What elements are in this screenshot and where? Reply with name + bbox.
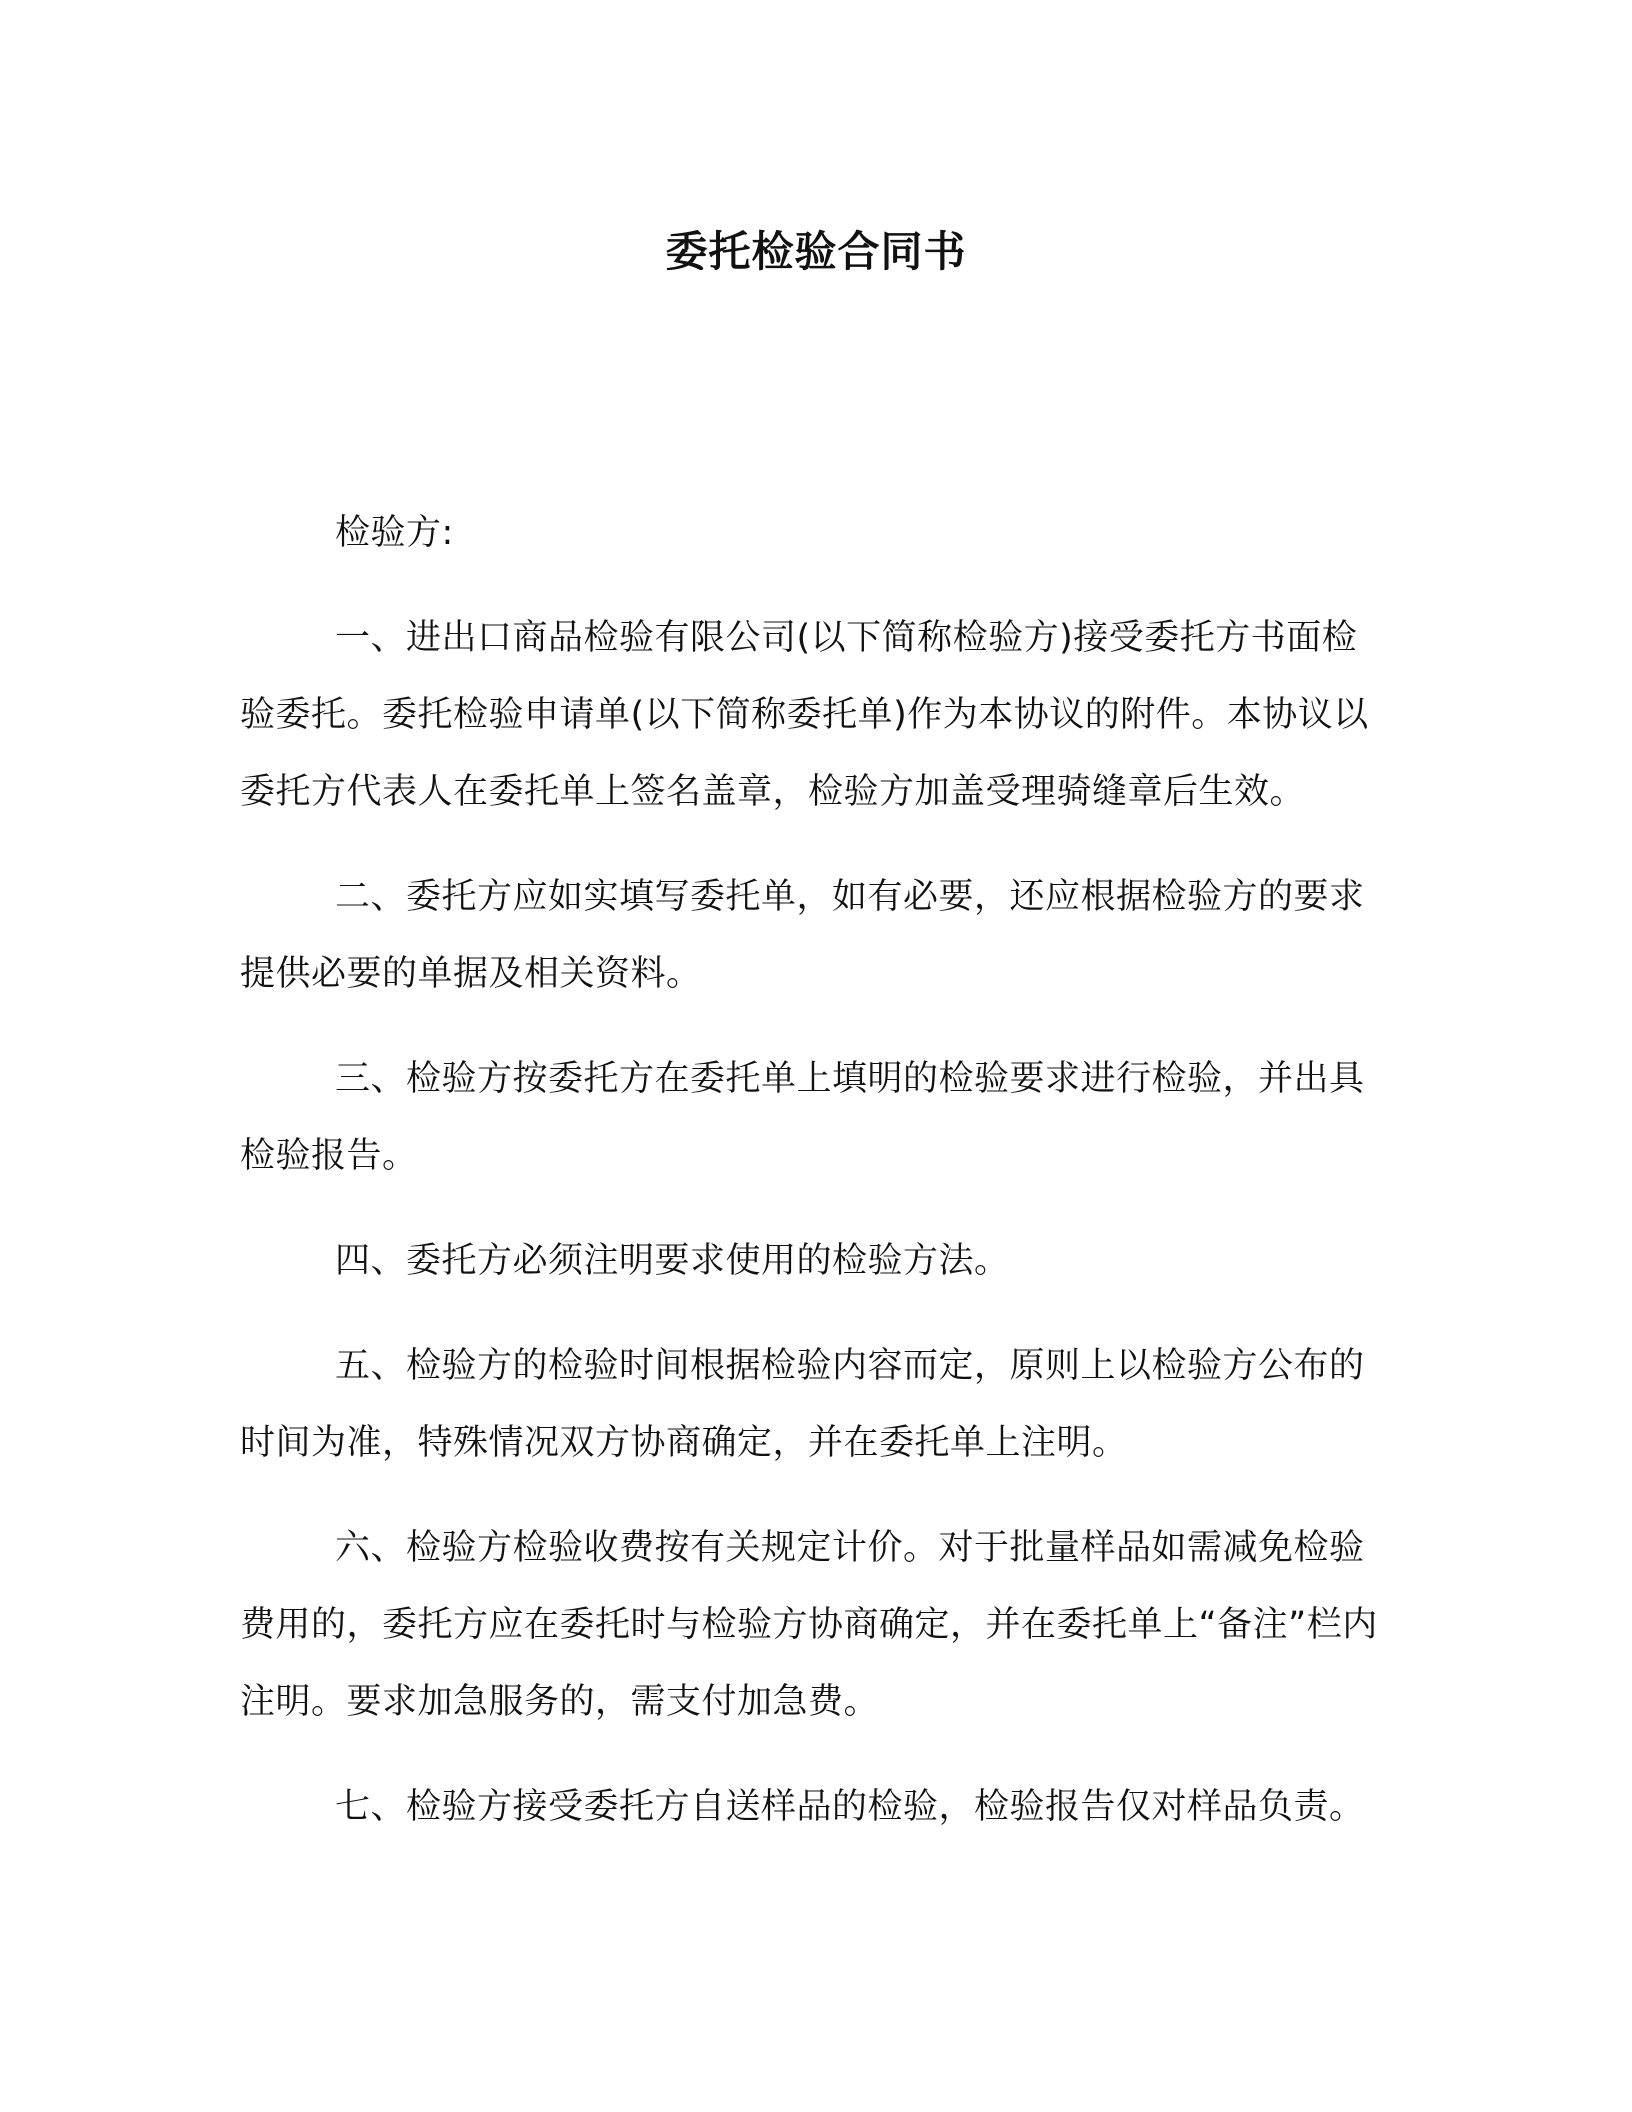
paragraph-clause-5: 五、检验方的检验时间根据检验内容而定，原则上以检验方公布的时间为准，特殊情况双方协商确定，并在委托单上注明。	[240, 1346, 1365, 1463]
paragraph-clause-6: 六、检验方检验收费按有关规定计价。对于批量样品如需减免检验费用的，委托方应在委托时与检验方协商确定，并在委托单上“备注”栏内注明。要求加急服务的，需支付加急费。	[240, 1528, 1378, 1722]
paragraph-inspector: 检验方:	[335, 513, 454, 553]
paragraph-clause-3: 三、检验方按委托方在委托单上填明的检验要求进行检验，并出具检验报告。	[240, 1059, 1365, 1176]
paragraph-clause-2: 二、委托方应如实填写委托单，如有必要，还应根据检验方的要求提供必要的单据及相关资料。	[240, 877, 1365, 994]
document-body	[240, 495, 1380, 1846]
paragraph-clause-1: 一、进出口商品检验有限公司(以下简称检验方)接受委托方书面检验委托。委托检验申请单(以下简称委托单)作为本协议的附件。本协议以委托方代表人在委托单上签名盖章，检验方加盖受理骑缝章后生效。	[240, 618, 1369, 812]
paragraph-clause-7: 七、检验方接受委托方自送样品的检验，检验报告仅对样品负责。	[335, 1787, 1365, 1827]
document-title: 委托检验合同书	[665, 227, 967, 276]
paragraph-clause-4: 四、委托方必须注明要求使用的检验方法。	[335, 1241, 1010, 1281]
